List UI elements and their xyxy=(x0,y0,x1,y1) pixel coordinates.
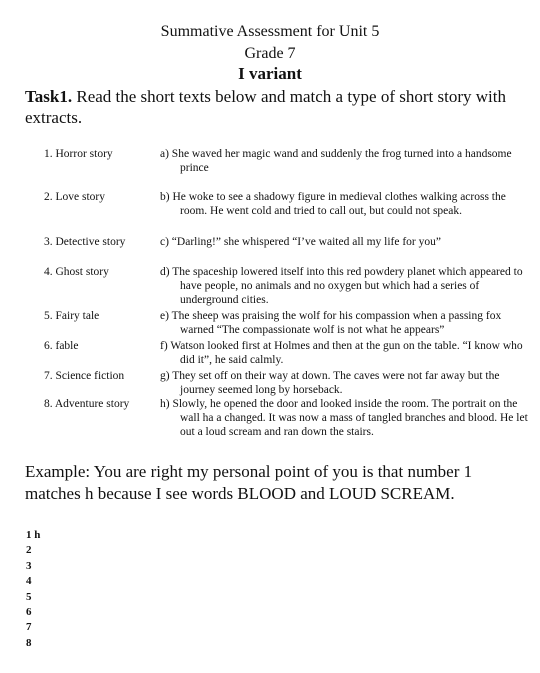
answer-line: 6 xyxy=(26,605,32,618)
story-type: 3. Detective story xyxy=(44,236,126,248)
story-type: 7. Science fiction xyxy=(44,370,125,382)
answer-line: 7 xyxy=(26,621,32,634)
story-extract: b) He woke to see a shadowy figure in medieval clothes walking across the room. He went cold and tried to call out, but could not speak. xyxy=(160,191,506,217)
story-type: 4. Ghost story xyxy=(44,266,109,278)
answer-line: 8 xyxy=(26,636,32,649)
story-type: 8. Adventure story xyxy=(44,398,130,410)
story-extract: d) The spaceship lowered itself into this red powdery planet which appeared to have people, no animals and no oxygen but which had a series of underground cities. xyxy=(160,266,523,306)
answer-line: 1 h xyxy=(26,529,41,541)
story-type: 6. fable xyxy=(44,340,79,352)
story-type: 5. Fairy tale xyxy=(44,310,100,322)
story-type: 1. Horror story xyxy=(44,148,113,160)
story-type: 2. Love story xyxy=(44,191,106,203)
task-label: Task1. xyxy=(25,87,73,106)
answer-line: 5 xyxy=(26,590,32,603)
match-row xyxy=(44,235,514,265)
match-row xyxy=(44,339,523,369)
answer-line: 3 xyxy=(26,559,32,572)
assessment-title: Summative Assessment for Unit 5 xyxy=(160,23,380,40)
story-extract: a) She waved her magic wand and suddenly the frog turned into a handsome prince xyxy=(160,148,512,174)
story-extract: e) The sheep was praising the wolf for his compassion when a passing fox warned “The compassionate wolf is not what he appears” xyxy=(160,310,502,336)
task-text: Read the short texts below and match a type of short story with extracts. xyxy=(25,87,506,127)
story-extract: g) They set off on their way at down. The caves were not far away but the journey seemed long by horseback. xyxy=(160,370,500,396)
matching-table xyxy=(44,147,528,441)
match-row xyxy=(44,397,528,441)
answer-list xyxy=(26,528,40,651)
story-extract: h) Slowly, he opened the door and looked inside the room. The portrait on the wall ha a changed. It was now a mass of tangled branches and blood. He let out a loud scream and ran down the stairs. xyxy=(160,398,528,438)
match-row xyxy=(44,369,514,397)
variant-label: I variant xyxy=(238,64,302,83)
match-row xyxy=(44,309,514,339)
match-row xyxy=(44,265,523,309)
task-instruction xyxy=(25,86,535,128)
match-row xyxy=(44,190,514,235)
grade-label: Grade 7 xyxy=(244,45,296,62)
story-extract: c) “Darling!” she whispered “I’ve waited all my life for you” xyxy=(160,236,441,248)
answer-line: 4 xyxy=(26,575,32,588)
example-paragraph: Example: You are right my personal point of you is that number 1 matches h because I see words BLOOD and LOUD SCREAM. xyxy=(25,462,473,503)
story-extract: f) Watson looked first at Holmes and then at the gun on the table. “I know who did it”, he said calmly. xyxy=(160,340,523,366)
answer-line: 2 xyxy=(26,544,32,557)
match-row xyxy=(44,147,514,190)
